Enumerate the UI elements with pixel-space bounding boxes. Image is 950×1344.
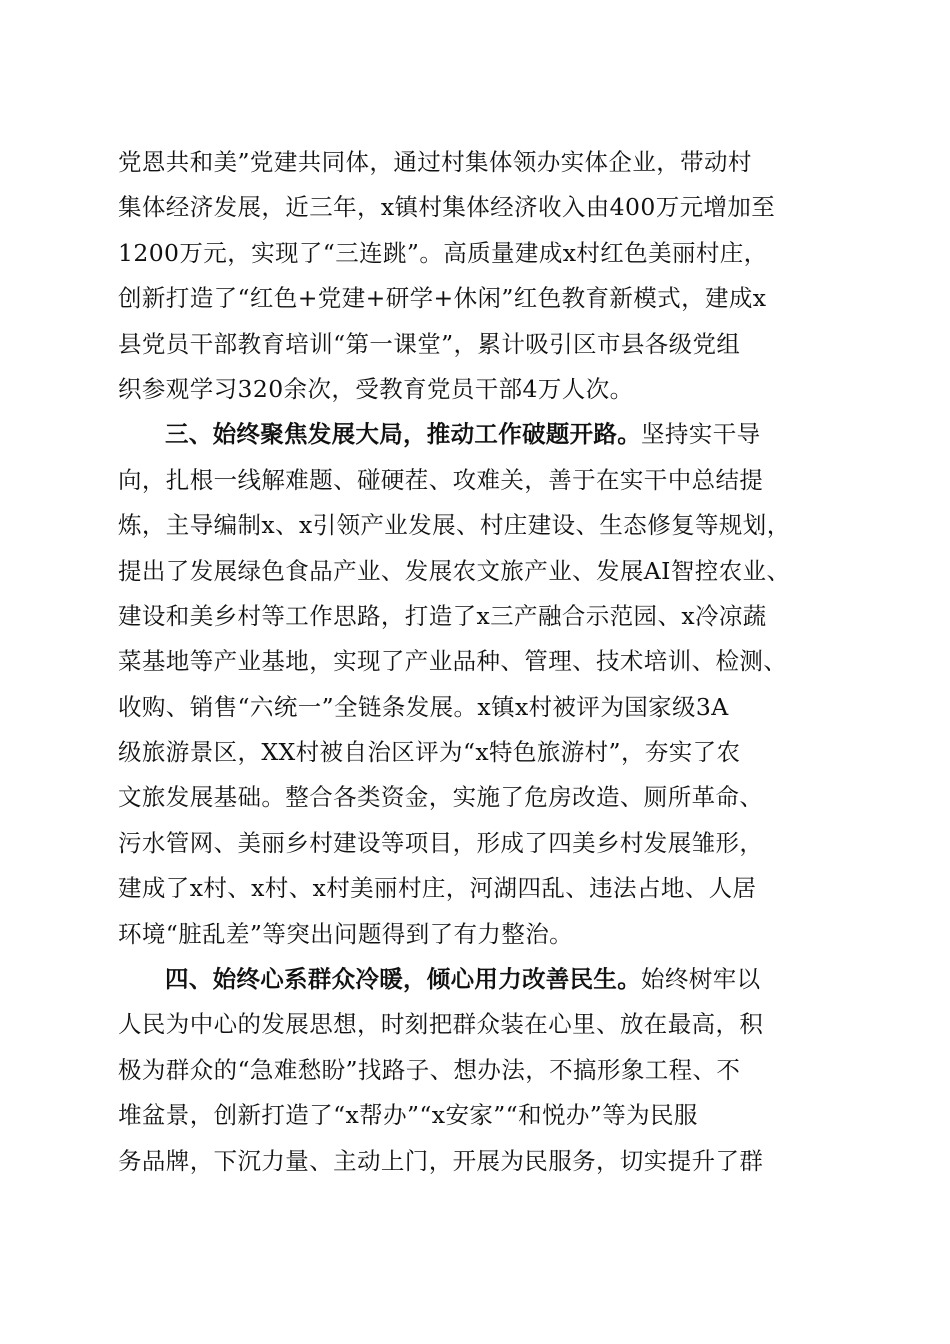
paragraph-line: 1200万元，实现了“三连跳”。高质量建成x村红色美丽村庄， xyxy=(118,238,768,267)
paragraph-line: 创新打造了“红色+党建+研学+休闲”红色教育新模式，建成x xyxy=(118,284,767,313)
paragraph-line: 环境“脏乱差”等突出问题得到了有力整治。 xyxy=(118,919,574,948)
paragraph-line: 集体经济发展，近三年，x镇村集体经济收入由400万元增加至 xyxy=(118,193,776,222)
paragraph-3 xyxy=(118,957,838,1184)
paragraph-line: 党恩共和美”党建共同体，通过村集体领办实体企业，带动村 xyxy=(118,148,752,176)
paragraph-line: 菜基地等产业基地，实现了产业品种、管理、技术培训、检测、 xyxy=(118,647,788,676)
paragraph-first-line xyxy=(118,412,838,457)
paragraph-text: 始终树牢以 xyxy=(641,965,761,994)
paragraph-first-line xyxy=(118,957,838,1002)
paragraph-line: 人民为中心的发展思想，时刻把群众装在心里、放在最高，积 xyxy=(118,1010,764,1039)
paragraph-line: 建设和美乡村等工作思路，打造了x三产融合示范园、x冷凉蔬 xyxy=(118,601,767,630)
paragraph-line: 向，扎根一线解难题、碰硬茬、攻难关，善于在实干中总结提 xyxy=(118,465,764,494)
section-heading-4: 四、始终心系群众冷暖，倾心用力改善民生。 xyxy=(165,965,641,994)
paragraph-line: 建成了x村、x村、x村美丽村庄，河湖四乱、违法占地、人居 xyxy=(118,874,757,903)
paragraph-2 xyxy=(118,412,838,957)
paragraph-line: 提出了发展绿色食品产业、发展农文旅产业、发展AI智控农业、 xyxy=(118,556,791,585)
section-heading-3: 三、始终聚焦发展大局，推动工作破题开路。 xyxy=(165,420,641,449)
paragraph-line: 污水管网、美丽乡村建设等项目，形成了四美乡村发展雏形， xyxy=(118,828,764,857)
paragraph-1 xyxy=(118,140,838,412)
paragraph-line: 收购、销售“六统一”全链条发展。x镇x村被评为国家级3A xyxy=(118,692,729,721)
paragraph-line: 极为群众的“急难愁盼”找路子、想办法，不搞形象工程、不 xyxy=(118,1055,741,1084)
paragraph-line: 炼，主导编制x、x引领产业发展、村庄建设、生态修复等规划， xyxy=(118,511,791,540)
paragraph-line: 级旅游景区，XX村被自治区评为“x特色旅游村”，夯实了农 xyxy=(118,738,741,767)
document-body xyxy=(118,140,838,1184)
paragraph-line: 织参观学习320余次，受教育党员干部4万人次。 xyxy=(118,374,634,403)
paragraph-text: 坚持实干导 xyxy=(641,420,761,449)
paragraph-line: 务品牌，下沉力量、主动上门，开展为民服务，切实提升了群 xyxy=(118,1146,764,1175)
paragraph-line: 县党员干部教育培训“第一课堂”，累计吸引区市县各级党组 xyxy=(118,329,741,358)
paragraph-line: 文旅发展基础。整合各类资金，实施了危房改造、厕所革命、 xyxy=(118,783,764,812)
paragraph-line: 堆盆景，创新打造了“x帮办”“x安家”“和悦办”等为民服 xyxy=(118,1101,698,1130)
